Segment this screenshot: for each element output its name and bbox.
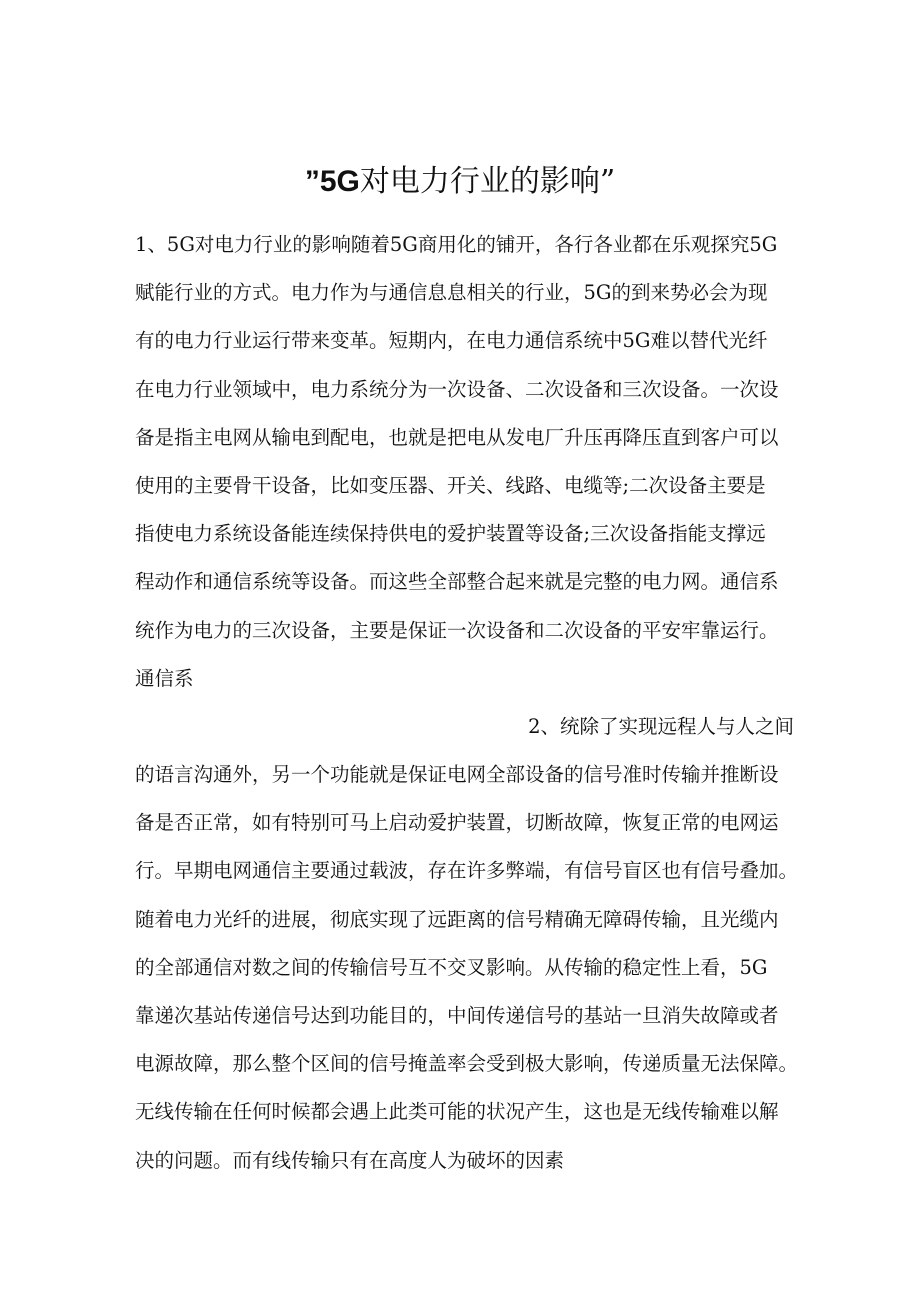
body-line-2: 赋能行业的方式。电力作为与通信息息相关的行业，5G的到来势必会为现 [135,281,768,305]
body-line-12: 的语言沟通外，另一个功能就是保证电网全部设备的信号准时传输并推断设 [135,763,779,787]
body-line-7: 指使电力系统设备能连续保持供电的爱护装置等设备;三次设备指能支撑远 [135,522,766,546]
body-line-11: 2、统除了实现远程人与人之间 [528,714,794,738]
body-line-3: 有的电力行业运行带来变革。短期内，在电力通信系统中5G难以替代光纤 [135,329,768,353]
body-line-17: 靠递次基站传递信号达到功能目的，中间传递信号的基站一旦消失故障或者 [135,1004,779,1027]
body-line-4: 在电力行业领域中，电力系统分为一次设备、二次设备和三次设备。一次设 [135,377,779,401]
body-line-8: 程动作和通信系统等设备。而这些全部整合起来就是完整的电力网。通信系 [135,570,779,594]
body-line-6: 使用的主要骨干设备，比如变压器、开关、线路、电缆等;二次设备主要是 [135,473,766,497]
body-line-15: 随着电力光纤的进展，彻底实现了远距离的信号精确无障碍传输，且光缆内 [135,907,779,931]
body-line-16: 的全部通信对数之间的传输信号互不交叉影响。从传输的稳定性上看，5G [135,955,768,979]
body-line-14: 行。早期电网通信主要通过载波，存在许多弊端，有信号盲区也有信号叠加。 [135,859,799,883]
body-line-19: 无线传输在任何时候都会遇上此类可能的状况产生，这也是无线传输难以解 [135,1100,779,1124]
body-line-9: 统作为电力的三次设备，主要是保证一次设备和二次设备的平安牢靠运行。 [135,618,779,642]
document-title [0,158,920,206]
body-line-18: 电源故障，那么整个区间的信号掩盖率会受到极大影响，传递质量无法保障。 [135,1052,799,1076]
title-quote-open: ” [304,165,320,199]
body-line-13: 备是否正常，如有特别可马上启动爱护装置，切断故障，恢复正常的电网运 [135,811,779,835]
title-latin: 5G [319,165,360,199]
document-body [135,221,800,1185]
body-line-1: 1、5G对电力行业的影响随着5G商用化的铺开，各行各业都在乐观探究5G [135,233,778,256]
title-text: 对电力行业的影响” [359,164,616,200]
body-line-10: 通信系 [135,666,194,690]
body-line-20: 决的问题。而有线传输只有在高度人为破坏的因素 [135,1148,565,1172]
body-line-5: 备是指主电网从输电到配电，也就是把电从发电厂升压再降压直到客户可以 [135,425,779,449]
